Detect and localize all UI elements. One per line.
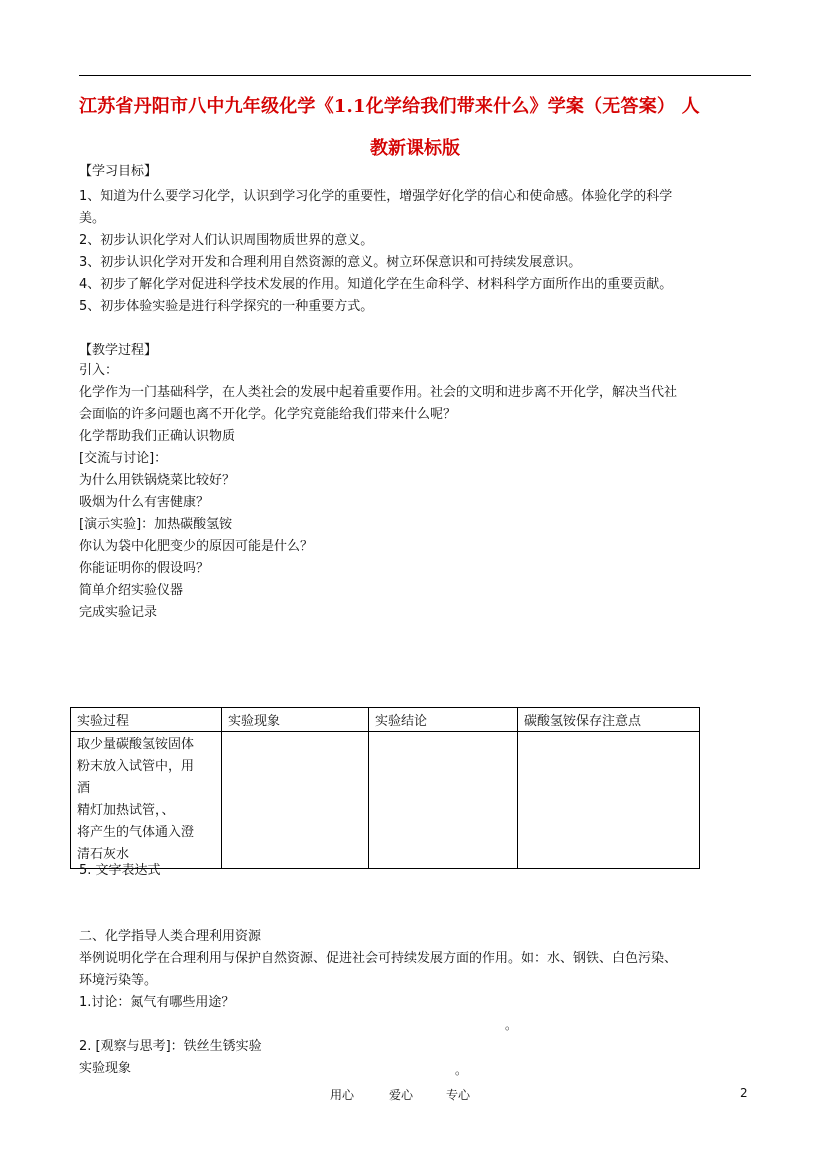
process-cell-line: 精灯加热试管，、	[77, 803, 175, 818]
process-line: 引入：	[79, 363, 119, 378]
process-cell-line: 将产生的气体通入澄	[77, 825, 195, 840]
process-heading: 【教学过程】	[79, 343, 158, 358]
process-line: 吸烟为什么有害健康？	[79, 495, 210, 510]
objective-line: 3、初步认识化学对开发和合理利用自然资源的意义。树立环保意识和可持续发展意识。	[79, 255, 582, 270]
table-header-cell: 碳酸氢铵保存注意点	[518, 708, 700, 732]
document-title-line-1: 江苏省丹阳市八中九年级化学《1.1化学给我们带来什么》学案（无答案） 人	[79, 96, 700, 117]
table-header-cell: 实验过程	[71, 708, 222, 732]
process-cell-line: 酒	[77, 781, 91, 796]
table-header-cell: 实验结论	[369, 708, 518, 732]
objectives-heading: 【学习目标】	[79, 164, 158, 179]
process-line: [交流与讨论]：	[79, 451, 168, 466]
answer-blank-end: 。	[505, 1018, 518, 1032]
objective-line: 4、初步了解化学对促进科学技术发展的作用。知道化学在生命科学、材料科学方面所作出的重要贡献。	[79, 277, 673, 292]
document-title-line-2: 教新课标版	[370, 138, 460, 159]
page-number: 2	[740, 1086, 748, 1100]
footer-label: 爱心	[389, 1088, 414, 1102]
phenomenon-blank-end: 。	[455, 1063, 468, 1077]
section-2-heading: 二、化学指导人类合理利用资源	[79, 929, 262, 944]
process-line: 化学作为一门基础科学，在人类社会的发展中起着重要作用。社会的文明和进步离不开化学，解决当代社	[79, 385, 678, 400]
objective-line: 2、初步认识化学对人们认识周围物质世界的意义。	[79, 233, 374, 248]
objective-line: 5、初步体验实验是进行科学探究的一种重要方式。	[79, 299, 374, 314]
process-line: 简单介绍实验仪器	[79, 583, 184, 598]
objective-line: 美。	[79, 211, 106, 226]
phenomenon-label: 实验现象	[79, 1061, 132, 1076]
process-cell	[71, 732, 222, 869]
conclusion-cell[interactable]	[369, 732, 518, 869]
table-row	[71, 732, 700, 869]
storage-notes-cell[interactable]	[518, 732, 700, 869]
header-rule	[79, 75, 751, 76]
footer-label: 专心	[446, 1088, 471, 1102]
table-header-cell: 实验现象	[222, 708, 369, 732]
footer-label: 用心	[330, 1088, 355, 1102]
process-line: 会面临的许多问题也离不开化学。化学究竟能给我们带来什么呢？	[79, 407, 457, 422]
process-cell-line: 粉末放入试管中，用	[77, 759, 195, 774]
table-header-row	[71, 708, 700, 732]
process-line: 你认为袋中化肥变少的原因可能是什么？	[79, 539, 314, 554]
experiment-record-table	[70, 707, 700, 869]
process-line: 完成实验记录	[79, 605, 158, 620]
process-line: 为什么用铁锅烧菜比较好？	[79, 473, 236, 488]
process-line: 你能证明你的假设吗？	[79, 561, 210, 576]
process-line: [演示实验]：加热碳酸氢铵	[79, 517, 233, 532]
word-equation-label: 5. 文字表达式	[79, 863, 161, 878]
observe-think-label: 2. [观察与思考]：铁丝生锈实验	[79, 1039, 262, 1054]
discussion-question: 1.讨论：氮气有哪些用途？	[79, 995, 235, 1010]
phenomenon-cell[interactable]	[222, 732, 369, 869]
objective-line: 1、知道为什么要学习化学，认识到学习化学的重要性，增强学好化学的信心和使命感。体验化学的科学	[79, 189, 673, 204]
section-2-line: 举例说明化学在合理利用与保护自然资源、促进社会可持续发展方面的作用。如：水、钢铁、白色污染、	[79, 951, 678, 966]
process-cell-line: 取少量碳酸氢铵固体	[77, 737, 195, 752]
process-line: 化学帮助我们正确认识物质	[79, 429, 236, 444]
section-2-line: 环境污染等。	[79, 973, 158, 988]
process-cell-line: 清石灰水	[77, 847, 130, 862]
